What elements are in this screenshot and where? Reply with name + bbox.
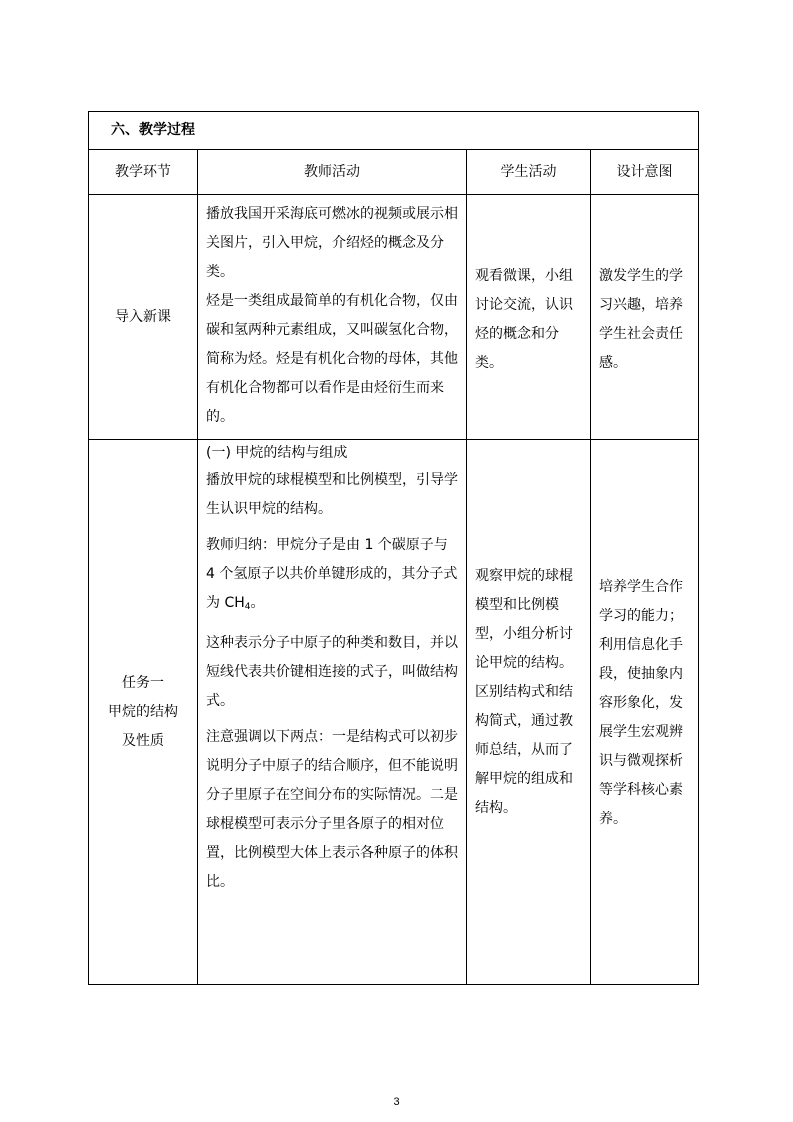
teacher-paragraph: 这种表示分子中原子的种类和数目，并以短线代表共价键相连接的式子，叫做结构式。 <box>206 635 458 709</box>
stage-cell <box>89 440 198 985</box>
section-title: 六、教学过程 <box>89 112 699 150</box>
teacher-paragraph: 教师归纳：甲烷分子是由 1 个碳原子与 4 个氢原子以共价单键形成的，其分子式为 $CH_4$。 <box>206 537 458 612</box>
header-row <box>89 150 699 195</box>
teacher-activity-cell <box>198 195 467 440</box>
stage-label-line3: 及性质 <box>122 732 164 749</box>
student-activity-text: 观看微课，小组讨论交流，认识烃的概念和分类。 <box>475 268 573 371</box>
header-student: 学生活动 <box>467 150 591 195</box>
design-intent-text: 激发学生的学习兴趣，培养学生社会责任感。 <box>599 268 683 371</box>
design-intent-cell <box>591 440 699 985</box>
header-teacher: 教师活动 <box>198 150 467 195</box>
header-stage: 教学环节 <box>89 150 198 195</box>
table-row <box>89 195 699 440</box>
section-title-row <box>89 112 699 150</box>
design-intent-cell <box>591 195 699 440</box>
teacher-activity-cell <box>198 440 467 985</box>
stage-label-line1: 任务一 <box>122 674 164 691</box>
table-row <box>89 440 699 985</box>
stage-label: 导入新课 <box>115 308 171 325</box>
design-intent-text: 培养学生合作学习的能力；利用信息化手段，使抽象内容形象化，发展学生宏观辨识与微观探析等学科核心素养。 <box>599 578 683 827</box>
teacher-paragraph: 播放我国开采海底可燃冰的视频或展示相关图片，引入甲烷，介绍烃的概念及分类。 <box>206 206 458 280</box>
student-activity-cell <box>467 195 591 440</box>
teacher-subheading: (一) 甲烷的结构与组成 <box>206 445 348 461</box>
header-design: 设计意图 <box>591 150 699 195</box>
teaching-process-table <box>88 111 699 985</box>
page-number: 3 <box>393 1096 400 1108</box>
stage-cell <box>89 195 198 440</box>
teacher-paragraph: 烃是一类组成最简单的有机化合物，仅由碳和氢两种元素组成，又叫碳氢化合物，简称为烃。烃是有机化合物的母体，其他有机化合物都可以看作是由烃衍生而来的。 <box>206 293 458 425</box>
teacher-paragraph: 注意强调以下两点：一是结构式可以初步说明分子中原子的结合顺序，但不能说明分子里原子在空间分布的实际情况。二是球棍模型可表示分子里各原子的相对位置，比例模型大体上表示各种原子的体积比。 <box>206 729 458 890</box>
teacher-paragraph: 播放甲烷的球棍模型和比例模型，引导学生认识甲烷的结构。 <box>206 472 458 517</box>
stage-label-line2: 甲烷的结构 <box>108 703 178 720</box>
student-activity-text: 观察甲烷的球棍模型和比例模型，小组分析讨论甲烷的结构。区别结构式和结构简式，通过教师总结，从而了解甲烷的组成和结构。 <box>475 567 573 816</box>
student-activity-cell <box>467 440 591 985</box>
